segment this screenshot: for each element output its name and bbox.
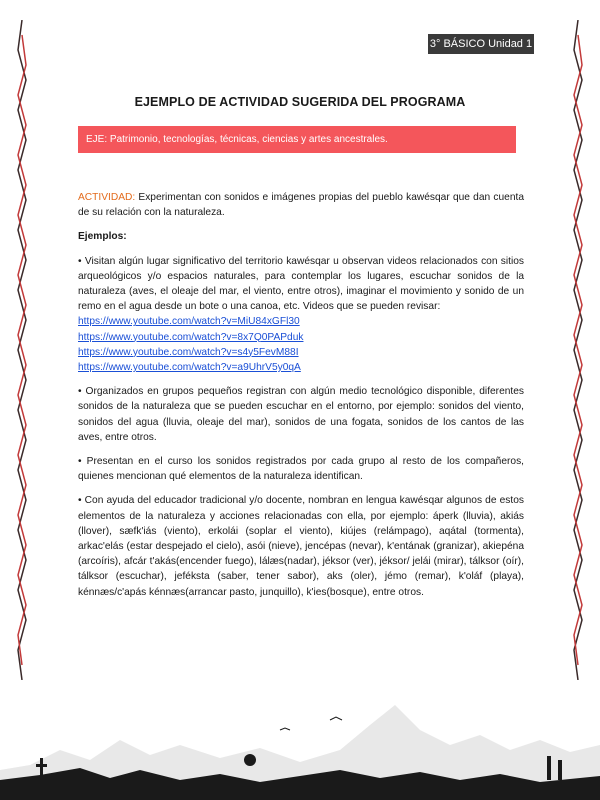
left-decorative-border bbox=[14, 20, 30, 680]
video-link-3[interactable]: https://www.youtube.com/watch?v=s4y5FevM88I bbox=[78, 346, 299, 358]
page-title: EJEMPLO DE ACTIVIDAD SUGERIDA DEL PROGRAMA bbox=[134, 95, 466, 109]
activity-text: Experimentan con sonidos e imágenes propias del pueblo kawésqar que dan cuenta de su relación con la naturaleza. bbox=[78, 192, 524, 219]
example-item-3: • Presentan en el curso los sonidos registrados por cada grupo al resto de los compañeros, quienes mencionan qué elementos de la naturaleza identifican. bbox=[78, 456, 524, 483]
eje-banner: EJE: Patrimonio, tecnologías, técnicas, ciencias y artes ancestrales. bbox=[78, 126, 516, 153]
example-item-2: • Organizados en grupos pequeños registran con algún medio tecnológico disponible, diferentes sonidos de la naturaleza que se pueden escuchar en el entorno, por ejemplo: sonidos del viento, sonidos del agua (lluvia, oleaje del mar), sonidos de una fogata, sonidos de los cantos de las aves, entre otros. bbox=[78, 386, 524, 443]
example-item-1: • Visitan algún lugar significativo del territorio kawésqar u observan videos relacionados con sitios arqueológicos y/o espacios naturales, para contemplar los lugares, escuchar sonidos de la naturaleza (aves, el oleaje del mar, el viento, entre otros), imaginar el movimiento y sonido de un remo en el agua desde un bote o una canoa, etc. Videos que se pueden revisar: bbox=[78, 255, 524, 313]
example-item-4: • Con ayuda del educador tradicional y/o docente, nombran en lengua kawésqar algunos de estos elementos de la naturaleza y acciones relacionadas con ella, por ejemplo: áperk (lluvia), akiás (llover), sæfk'iás (viento), erkolái (soplar el viento), kiújes (relámpago), aqátal (tormenta), arkac'elás (estar despejado el cielo), asói (nieve), jencépas (nevar), k'entának (granizar), akiepéna (arcoíris), afcár t'akás(encender fuego), lálæs(nadar), jéksor (ver), jéksor/ jelái (mirar), tálksor (oír), tálksor (escuchar), jeféksta (saber, tener sabor), aks (oler), jémo (remar), k'oláf (playa), kénnæs/c'apás kénnæs(arrancar pasto, junquillo), k'ies(bosque), entre otros. bbox=[78, 495, 524, 598]
examples-heading: Ejemplos: bbox=[78, 231, 127, 243]
video-link-1[interactable]: https://www.youtube.com/watch?v=MiU84xGFl30 bbox=[78, 316, 300, 328]
right-decorative-border bbox=[570, 20, 586, 680]
video-link-2[interactable]: https://www.youtube.com/watch?v=8x7Q0PAPduk bbox=[78, 331, 304, 343]
activity-label: ACTIVIDAD: bbox=[78, 192, 136, 203]
grade-unit-tag: 3° BÁSICO Unidad 1 bbox=[428, 34, 534, 54]
video-links bbox=[78, 314, 524, 375]
activity-paragraph bbox=[78, 190, 524, 220]
activity-content bbox=[78, 190, 524, 609]
landscape-silhouette-footer bbox=[0, 690, 600, 800]
video-link-4[interactable]: https://www.youtube.com/watch?v=a9UhrV5y0qA bbox=[78, 362, 301, 374]
